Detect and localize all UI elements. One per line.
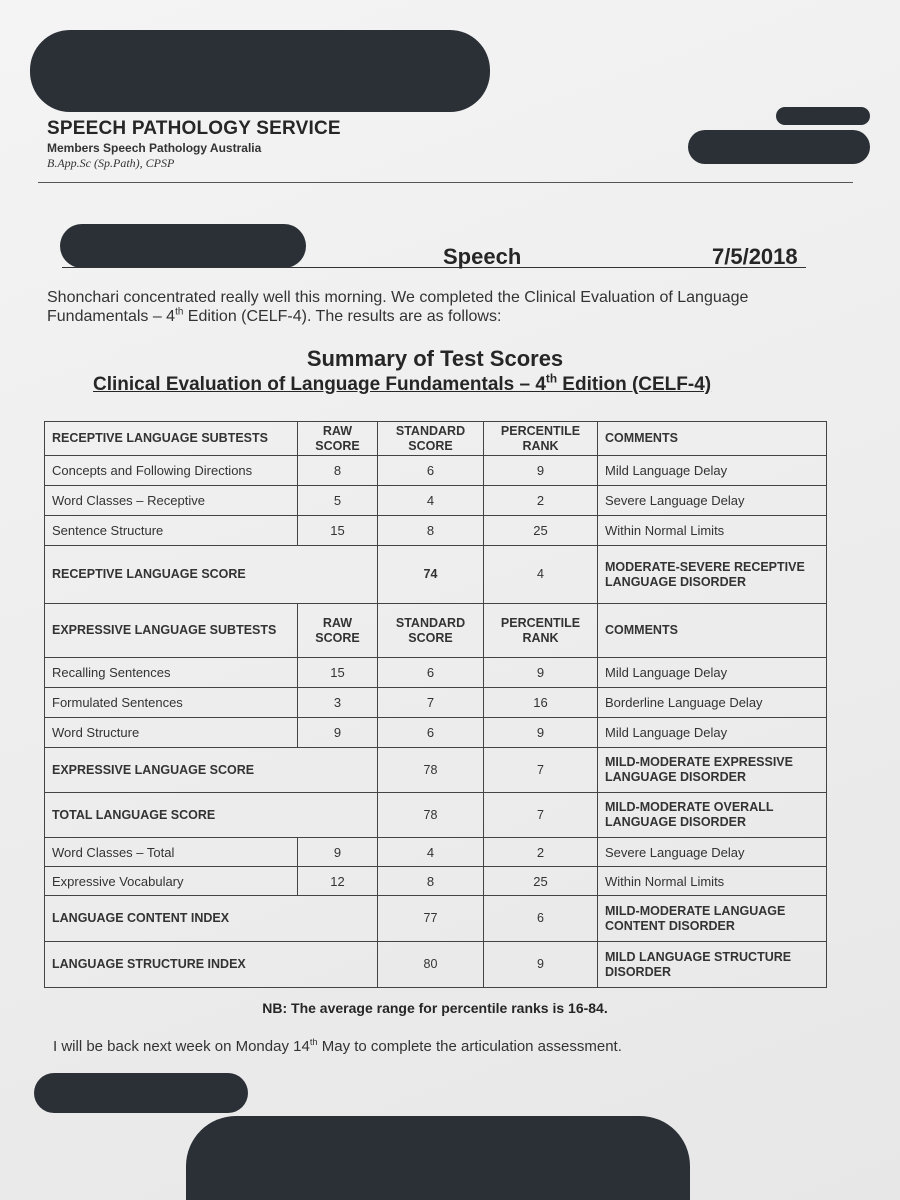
table-row (45, 658, 827, 688)
raw-score: 12 (298, 867, 378, 896)
session-subject: Speech (443, 244, 522, 269)
header-raw-score: RAW SCORE (298, 422, 378, 456)
standard-score: 6 (378, 718, 484, 748)
structure-index-row (45, 942, 827, 988)
subtest-name: Sentence Structure (45, 516, 298, 546)
total-label: RECEPTIVE LANGUAGE SCORE (45, 546, 378, 604)
receptive-total-row (45, 546, 827, 604)
org-members-line: Members Speech Pathology Australia (47, 141, 262, 155)
comment: MODERATE-SEVERE RECEPTIVE LANGUAGE DISORDER (598, 546, 827, 604)
subtest-name: Concepts and Following Directions (45, 456, 298, 486)
subtest-name: Recalling Sentences (45, 658, 298, 688)
standard-score: 4 (378, 838, 484, 867)
header-raw-score: RAW SCORE (298, 604, 378, 658)
header-percentile-rank: PERCENTILE RANK (484, 422, 598, 456)
raw-score: 9 (298, 838, 378, 867)
content-index-row (45, 896, 827, 942)
closing-paragraph: I will be back next week on Monday 14th May to complete the articulation assessment. (53, 1037, 622, 1055)
standard-score: 8 (378, 516, 484, 546)
standard-score: 8 (378, 867, 484, 896)
comment: Mild Language Delay (598, 658, 827, 688)
header-subtests: EXPRESSIVE LANGUAGE SUBTESTS (45, 604, 298, 658)
header-subtests: RECEPTIVE LANGUAGE SUBTESTS (45, 422, 298, 456)
total-label: LANGUAGE STRUCTURE INDEX (45, 942, 378, 988)
test-title: Clinical Evaluation of Language Fundamentals – 4th Edition (CELF-4) (93, 372, 712, 395)
receptive-header-row (45, 422, 827, 456)
comment: Mild Language Delay (598, 718, 827, 748)
expressive-total-row (45, 748, 827, 793)
subtest-name: Formulated Sentences (45, 688, 298, 718)
table-row (45, 867, 827, 896)
subtest-name: Expressive Vocabulary (45, 867, 298, 896)
note-label: NB: (262, 1000, 288, 1016)
subtest-name: Word Structure (45, 718, 298, 748)
raw-score: 3 (298, 688, 378, 718)
standard-score: 6 (378, 456, 484, 486)
percentile-rank: 2 (484, 838, 598, 867)
percentile-rank: 2 (484, 486, 598, 516)
percentile-rank: 9 (484, 718, 598, 748)
raw-score: 8 (298, 456, 378, 486)
comment: MILD-MODERATE LANGUAGE CONTENT DISORDER (598, 896, 827, 942)
percentile-rank: 9 (484, 942, 598, 988)
comment: Mild Language Delay (598, 456, 827, 486)
comment: Severe Language Delay (598, 486, 827, 516)
percentile-rank: 9 (484, 658, 598, 688)
redacted-block (30, 30, 490, 112)
scores-table (44, 421, 827, 988)
comment: MILD LANGUAGE STRUCTURE DISORDER (598, 942, 827, 988)
table-row (45, 838, 827, 867)
table-row (45, 516, 827, 546)
comment: Borderline Language Delay (598, 688, 827, 718)
raw-score: 5 (298, 486, 378, 516)
table-row (45, 486, 827, 516)
total-label: EXPRESSIVE LANGUAGE SCORE (45, 748, 378, 793)
header-comments: COMMENTS (598, 422, 827, 456)
comment: MILD-MODERATE EXPRESSIVE LANGUAGE DISORDER (598, 748, 827, 793)
percentile-note (0, 1000, 870, 1016)
percentile-rank: 25 (484, 867, 598, 896)
note-text: The average range for percentile ranks is 16-84. (287, 1000, 608, 1016)
comment: Within Normal Limits (598, 867, 827, 896)
table-row (45, 688, 827, 718)
total-label: LANGUAGE CONTENT INDEX (45, 896, 378, 942)
header-divider (38, 182, 853, 183)
intro-paragraph: Shonchari concentrated really well this morning. We completed the Clinical Evaluation of Language Fundamentals – 4th Edition (CELF-4). The results are as follows: (47, 289, 749, 325)
standard-score: 80 (378, 942, 484, 988)
subject-underline (62, 267, 806, 268)
standard-score: 7 (378, 688, 484, 718)
comment: Severe Language Delay (598, 838, 827, 867)
total-label: TOTAL LANGUAGE SCORE (45, 793, 378, 838)
subtest-name: Word Classes – Total (45, 838, 298, 867)
redacted-block (34, 1073, 248, 1113)
table-row (45, 718, 827, 748)
percentile-rank: 4 (484, 546, 598, 604)
standard-score: 6 (378, 658, 484, 688)
session-date: 7/5/2018 (712, 244, 798, 269)
redacted-block (688, 130, 870, 164)
percentile-rank: 16 (484, 688, 598, 718)
subtest-name: Word Classes – Receptive (45, 486, 298, 516)
standard-score: 4 (378, 486, 484, 516)
expressive-header-row (45, 604, 827, 658)
comment: Within Normal Limits (598, 516, 827, 546)
percentile-rank: 25 (484, 516, 598, 546)
standard-score: 78 (378, 748, 484, 793)
standard-score: 77 (378, 896, 484, 942)
standard-score: 78 (378, 793, 484, 838)
percentile-rank: 7 (484, 748, 598, 793)
table-row (45, 456, 827, 486)
percentile-rank: 9 (484, 456, 598, 486)
percentile-rank: 7 (484, 793, 598, 838)
percentile-rank: 6 (484, 896, 598, 942)
redacted-block (776, 107, 870, 125)
total-language-row (45, 793, 827, 838)
header-standard-score: STANDARD SCORE (378, 422, 484, 456)
redacted-block (186, 1116, 690, 1200)
comment: MILD-MODERATE OVERALL LANGUAGE DISORDER (598, 793, 827, 838)
redacted-block (60, 224, 306, 268)
header-percentile-rank: PERCENTILE RANK (484, 604, 598, 658)
raw-score: 15 (298, 516, 378, 546)
header-standard-score: STANDARD SCORE (378, 604, 484, 658)
summary-title: Summary of Test Scores (306, 346, 564, 371)
raw-score: 15 (298, 658, 378, 688)
org-name: SPEECH PATHOLOGY SERVICE (47, 118, 341, 139)
header-comments: COMMENTS (598, 604, 827, 658)
raw-score: 9 (298, 718, 378, 748)
org-qualifications: B.App.Sc (Sp.Path), CPSP (47, 156, 175, 170)
standard-score: 74 (378, 546, 484, 604)
